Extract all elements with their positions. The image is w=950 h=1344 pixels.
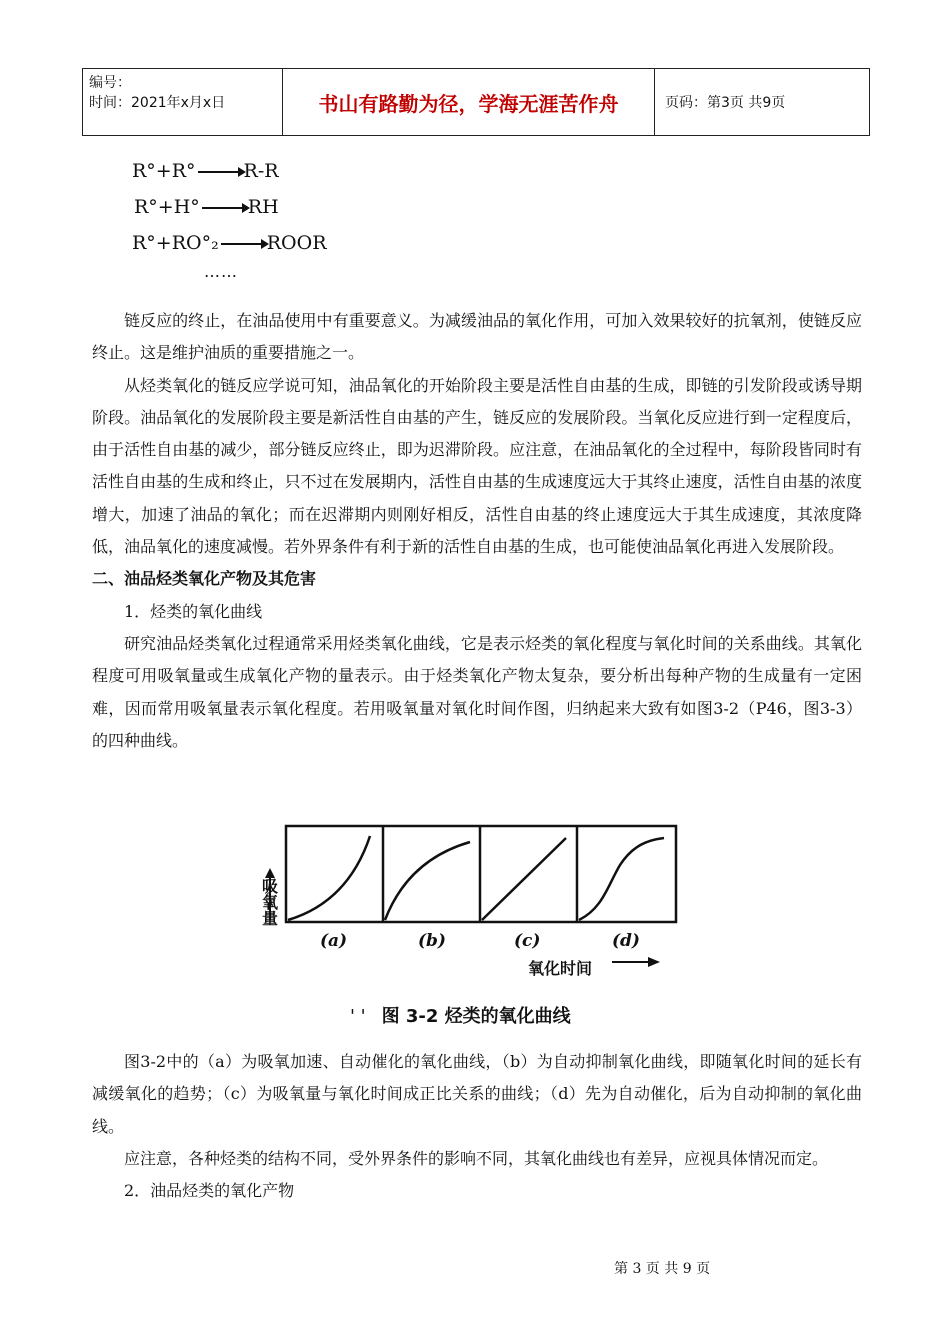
doc-number-label: 编号： bbox=[89, 75, 131, 91]
panel-label-c: (c) bbox=[514, 931, 541, 951]
arrow-icon bbox=[198, 171, 242, 173]
formula-1-left: R°+R° bbox=[132, 160, 196, 182]
header-meta bbox=[83, 69, 283, 135]
panel-label-a: (a) bbox=[320, 931, 348, 951]
section-heading: 二、油品烃类氧化产物及其危害 bbox=[92, 569, 317, 589]
paragraph-structure-note: 应注意，各种烃类的结构不同，受外界条件的影响不同，其氧化曲线也有差异，应视具体情况而定。 bbox=[124, 1148, 829, 1168]
curve-a bbox=[288, 836, 370, 920]
header-motto: 书山有路勤为径，学海无涯苦作舟 bbox=[283, 69, 655, 135]
subsection-heading-2: 2．油品烃类的氧化产物 bbox=[124, 1181, 295, 1201]
arrow-icon bbox=[221, 243, 265, 245]
formula-2-right: RH bbox=[247, 196, 279, 218]
curve-c bbox=[482, 838, 566, 920]
oxidation-curves-figure bbox=[248, 820, 680, 990]
curve-b bbox=[385, 842, 470, 920]
formula-3-right: ROOR bbox=[266, 232, 327, 254]
page-header bbox=[82, 68, 870, 136]
formula-2-left: R°+H° bbox=[134, 196, 200, 218]
caption-mark: ' ' bbox=[350, 1006, 366, 1027]
figure-caption bbox=[350, 1002, 571, 1028]
x-axis-label: 氧化时间 bbox=[528, 959, 593, 978]
panel-label-b: (b) bbox=[418, 931, 446, 951]
header-page-label: 页码：第3页 共9页 bbox=[665, 95, 786, 111]
body-text-top bbox=[92, 305, 862, 757]
formula-2 bbox=[134, 196, 279, 218]
formula-1-right: R-R bbox=[243, 160, 279, 182]
paragraph-oxidation-curve: 研究油品烃类氧化过程通常采用烃类氧化曲线，它是表示烃类的氧化程度与氧化时间的关系曲线。其氧化程度可用吸氧量或生成氧化产物的量表示。由于烃类氧化产物太复杂，要分析出每种产物的生成量有一定困难，因而常用吸氧量表示氧化程度。若用吸氧量对氧化时间作图，归纳起来大致有如图3-2（P46，图3-3）的四种曲线。 bbox=[92, 633, 862, 750]
formula-1 bbox=[132, 160, 279, 182]
panel-label-d: (d) bbox=[612, 931, 640, 951]
subsection-heading-1: 1．烃类的氧化曲线 bbox=[124, 601, 263, 621]
arrow-icon bbox=[202, 207, 246, 209]
formula-3-left: R°+RO°₂ bbox=[132, 232, 219, 254]
paragraph-chain-theory: 从烃类氧化的链反应学说可知，油品氧化的开始阶段主要是活性自由基的生成，即链的引发阶段或诱导期阶段。油品氧化的发展阶段主要是新活性自由基的产生，链反应的发展阶段。当氧化反应进行到一定程度后，由于活性自由基的减少，部分链反应终止，即为迟滞阶段。应注意，在油品氧化的全过程中，每阶段皆同时有活性自由基的生成和终止，只不过在发展期内，活性自由基的生成速度远大于其终止速度，活性自由基的浓度增大，加速了油品的氧化；而在迟滞期内则刚好相反，活性自由基的终止速度远大于其生成速度，其浓度降低，油品氧化的速度减慢。若外界条件有利于新的活性自由基的生成，也可能使油品氧化再进入发展阶段。 bbox=[92, 375, 862, 557]
body-text-bottom bbox=[92, 1046, 862, 1207]
y-axis-label: 吸 氧 量 bbox=[262, 877, 279, 928]
doc-date-label: 时间：2021年x月x日 bbox=[89, 95, 226, 111]
curve-d bbox=[579, 838, 664, 920]
formula-ellipsis: …… bbox=[204, 262, 238, 281]
page-footer: 第 3 页 共 9 页 bbox=[614, 1261, 711, 1277]
caption-text: 图 3-2 烃类的氧化曲线 bbox=[381, 1006, 571, 1027]
paragraph-chain-termination: 链反应的终止，在油品使用中有重要意义。为减缓油品的氧化作用，可加入效果较好的抗氧剂，使链反应终止。这是维护油质的重要措施之一。 bbox=[92, 311, 862, 363]
arrow-right-icon bbox=[648, 957, 660, 967]
formula-3 bbox=[132, 232, 327, 254]
paragraph-curve-description: 图3-2中的（a）为吸氧加速、自动催化的氧化曲线，（b）为自动抑制氧化曲线，即随氧化时间的延长有减缓氧化的趋势；（c）为吸氧量与氧化时间成正比关系的曲线；（d）先为自动催化，后为自动抑制的氧化曲线。 bbox=[92, 1052, 862, 1136]
